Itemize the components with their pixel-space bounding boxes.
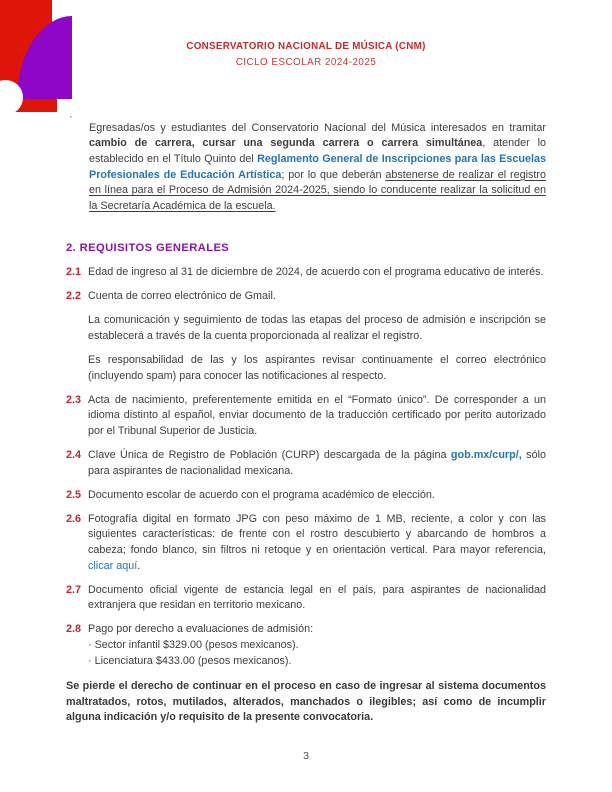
curp-link[interactable]: gob.mx/curp/, (450, 449, 522, 462)
item-number: 2.2 (66, 290, 82, 303)
requirement-item-2-6 (66, 512, 546, 574)
item-text (88, 448, 546, 479)
item-text: Fotografía digital en formato JPG con peso máximo de 1 MB, reciente, a color y con las siguientes características: de frente con el rostro descubierto y abarcando de hombros a cabeza; fondo blanco, sin filtros ni retoque y en orientación vertical. Para mayor referencia, (88, 512, 546, 557)
item-text: . (137, 559, 141, 572)
item-text: Edad de ingreso al 31 de diciembre de 2024, de acuerdo con el programa educativo de interés. (88, 266, 544, 279)
item-text: Clave Única de Registro de Población (CURP) descargada de la página (88, 449, 451, 462)
requirement-item-2-3 (66, 393, 546, 440)
intro-bullet-item (66, 110, 546, 225)
item-text: sólo para aspirantes de nacionalidad mexicana. (88, 449, 546, 477)
item-subparagraph: Es responsabilidad de las y los aspirantes revisar continuamente el correo electrónico (incluyendo spam) para conocer las notificaciones al respecto. (88, 354, 546, 382)
closing-warning-paragraph: Se pierde el derecho de continuar en el proceso en caso de ingresar al sistema documentos maltratados, rotos, mutilados, alterados, manchados o ilegibles; así como de incumplir alguna indicación y/o requisito de la presente convocatoria. (66, 680, 546, 724)
requirement-item-2-4 (66, 448, 546, 479)
bullet-marker: · (69, 111, 73, 123)
document-header (0, 41, 612, 68)
photo-reference-link[interactable]: clicar aquí (88, 559, 138, 572)
section-heading: 2. REQUISITOS GENERALES (66, 242, 230, 255)
page-number: 3 (303, 750, 309, 762)
requirement-item-2-7 (66, 583, 546, 614)
item-number: 2.7 (66, 583, 82, 596)
intro-text-underlined: abstenerse de realizar el registro en línea para el Proceso de Admisión 2024-2025, siendo lo conducente realizar la solicitud en la Secretaría Académica de la escuela. (89, 168, 546, 212)
intro-text: ; por lo que deberán (281, 168, 386, 181)
document-title: CONSERVATORIO NACIONAL DE MÚSICA (CNM) (186, 41, 426, 52)
fee-list-item: · Licenciatura $433.00 (pesos mexicanos). (88, 654, 292, 667)
fee-list-item: · Sector infantil $329.00 (pesos mexicanos). (88, 639, 299, 652)
item-number: 2.6 (66, 512, 82, 525)
intro-text: , atender lo establecido en el Título Quinto del (89, 137, 546, 165)
requirement-item-2-1 (66, 265, 546, 281)
item-text: Documento escolar de acuerdo con el programa académico de elección. (88, 488, 435, 501)
item-number: 2.3 (66, 393, 82, 406)
requirement-item-2-5 (66, 488, 546, 504)
item-number: 2.4 (66, 449, 82, 462)
requirement-item-2-8 (66, 622, 546, 669)
document-subtitle: CICLO ESCOLAR 2024-2025 (235, 57, 377, 68)
item-text: Acta de nacimiento, preferentemente emitida en el “Formato único”. De corresponder a un idioma distinto al español, enviar documento de la traducción certificado por perito autorizado por el Tribunal Superior de Justicia. (88, 393, 546, 437)
item-number: 2.8 (66, 623, 82, 636)
requirement-item-2-2 (66, 289, 546, 384)
item-number: 2.5 (66, 488, 82, 501)
item-text: Cuenta de correo electrónico de Gmail. (88, 290, 276, 303)
document-body (66, 110, 546, 737)
item-text: Pago por derecho a evaluaciones de admisión: (88, 623, 314, 636)
item-text (88, 512, 546, 574)
item-number: 2.1 (66, 266, 82, 279)
reglamento-link[interactable]: Reglamento General de Inscripciones para las Escuelas Profesionales de Educación Artística (89, 152, 546, 181)
item-subparagraph: La comunicación y seguimiento de todas las etapas del proceso de admisión e inscripción se establecerá a través de la cuenta proporcionada al realizar el registro. (88, 314, 546, 343)
item-text: Documento oficial vigente de estancia legal en el país, para aspirantes de nacionalidad extranjera que residan en territorio mexicano. (88, 583, 546, 612)
intro-text-bold: cambio de carrera, cursar una segunda carrera o carrera simultánea (89, 137, 483, 150)
intro-text: Egresadas/os y estudiantes del Conservatorio Nacional del Música interesados en tramitar (89, 121, 546, 134)
intro-paragraph (89, 121, 546, 215)
